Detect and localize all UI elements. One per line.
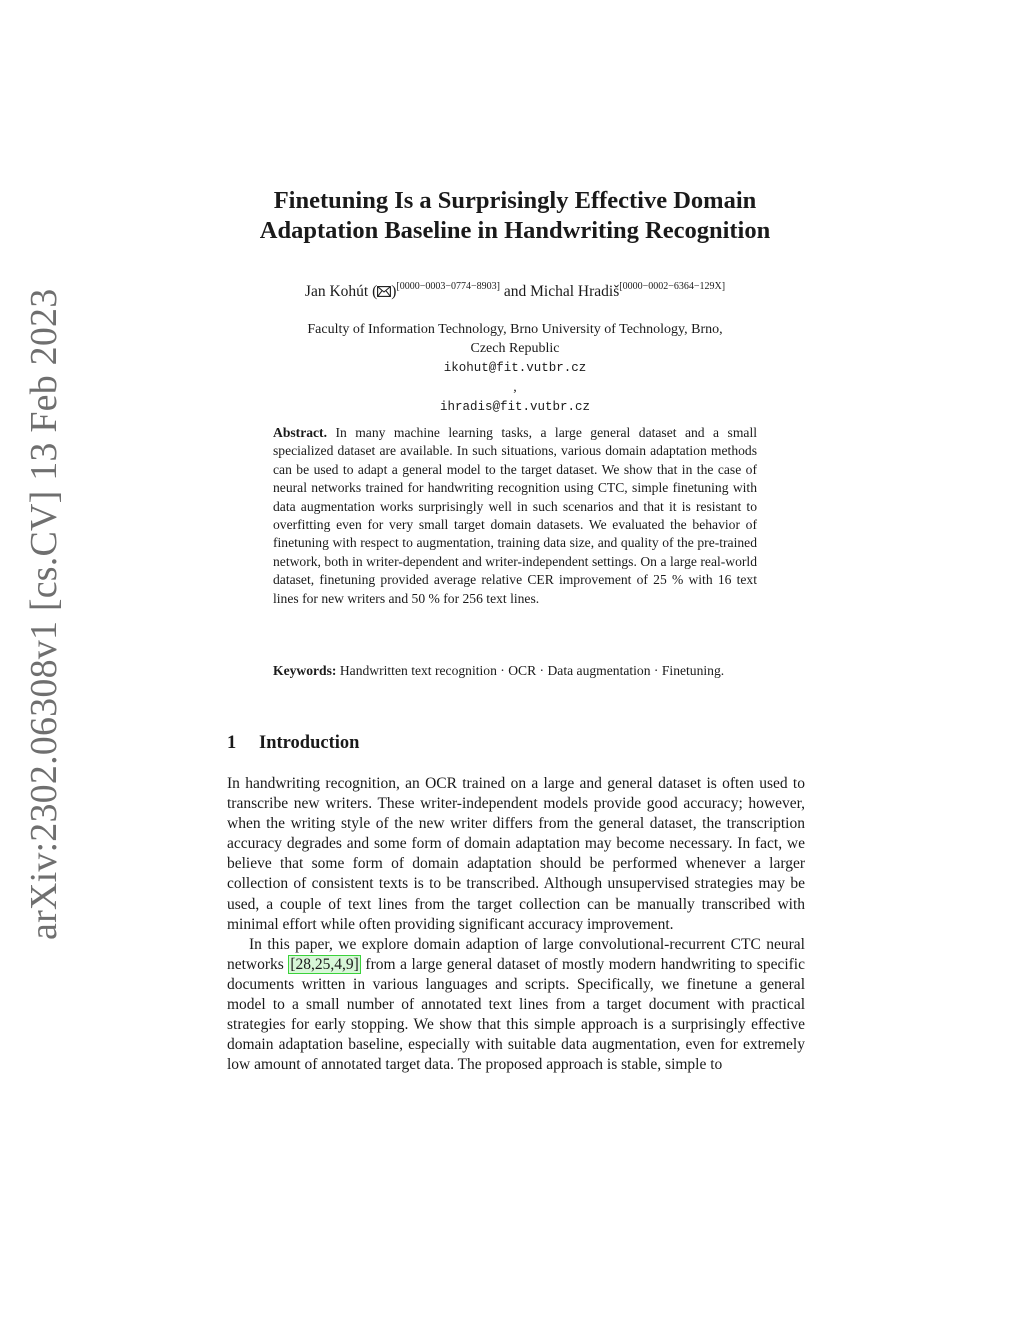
email-link-1[interactable]: ikohut@fit.vutbr.cz [443,361,587,375]
abstract-label: Abstract. [273,425,327,440]
section-heading [227,731,359,755]
email-separator: , [513,380,517,395]
citation-link[interactable]: [28,25,4,9] [290,955,359,973]
paragraph-2 [227,935,805,1076]
email-link-2[interactable]: ihradis@fit.vutbr.cz [439,400,591,414]
envelope-icon [377,286,391,297]
author-line [180,282,850,302]
paragraph-2-start: In this paper, we explore domain adaption of large convolutional-recurrent CTC neural networks [227,935,805,973]
arxiv-stamp: arXiv:2302.06308v1 [cs.CV] 13 Feb 2023 [23,288,65,940]
section-number: 1 [227,733,237,753]
author-2-name: and Michal Hradiš [500,283,620,300]
abstract-text: In many machine learning tasks, a large general dataset and a small specialized dataset are available. In such situations, various domain adaptation methods can be used to adapt a general model to the target dataset. We show that in the case of neural networks trained for handwriting recognition using CTC, simple finetuning with data augmentation works surprisingly well in such scenarios and that it is resistant to overfitting even for very small target domain datasets. We evaluated the behavior of finetuning with respect to augmentation, training data size, and quality of the pre-trained network, both in writer-dependent and writer-independent settings. On a large real-world dataset, finetuning provided average relative CER improvement of 25 % with 16 text lines for new writers and 50 % for 256 text lines. [273,425,757,606]
keywords [273,662,757,680]
author-1-name: Jan Kohút ( [304,283,378,300]
author-1-close: ) [391,283,397,300]
email-line [200,358,830,417]
section-title: Introduction [259,733,360,753]
title-line-1: Finetuning Is a Surprisingly Effective Domain [273,187,757,214]
paragraph-2-rest: from a large general dataset of mostly modern handwriting to specific documents written in various languages and scripts. Specifically, we finetune a general model to a small number of annotated text lines from a target document with practical strategies for early stopping. We show that this simple approach is a surprisingly effective domain adaptation baseline, especially with suitable data augmentation, even for extremely low amount of annotated target data. The proposed approach is stable, simple to [227,955,805,1074]
keywords-label: Keywords: [273,663,337,678]
paragraph-1: In handwriting recognition, an OCR trained on a large and general dataset is often used to transcribe new writers. These writer-independent models provide good accuracy; however, when the writing style of the new writer differs from the general dataset, the transcription accuracy degrades and some form of domain adaptation may become necessary. In fact, we believe that some form of domain adaptation should be performed whenever a larger collection of consistent texts is to be transcribed. Although unsupervised strategies may be used, a couple of text lines from the target collection can be manually transcribed with minimal effort while often providing significant accuracy improvement. [227,775,805,933]
affiliation-line-1: Faculty of Information Technology, Brno University of Technology, Brno, [307,322,723,337]
body-text [227,774,805,1075]
keywords-text: Handwritten text recognition · OCR · Data augmentation · Finetuning. [339,663,725,678]
paper-title [200,186,830,246]
affiliation [200,320,830,417]
author-1-orcid: [0000−0003−0774−8903] [396,281,501,292]
abstract [273,424,757,608]
title-line-2: Adaptation Baseline in Handwriting Recognition [259,217,771,244]
author-2-orcid: [0000−0002−6364−129X] [619,281,726,292]
affiliation-line-2: Czech Republic [470,341,560,356]
